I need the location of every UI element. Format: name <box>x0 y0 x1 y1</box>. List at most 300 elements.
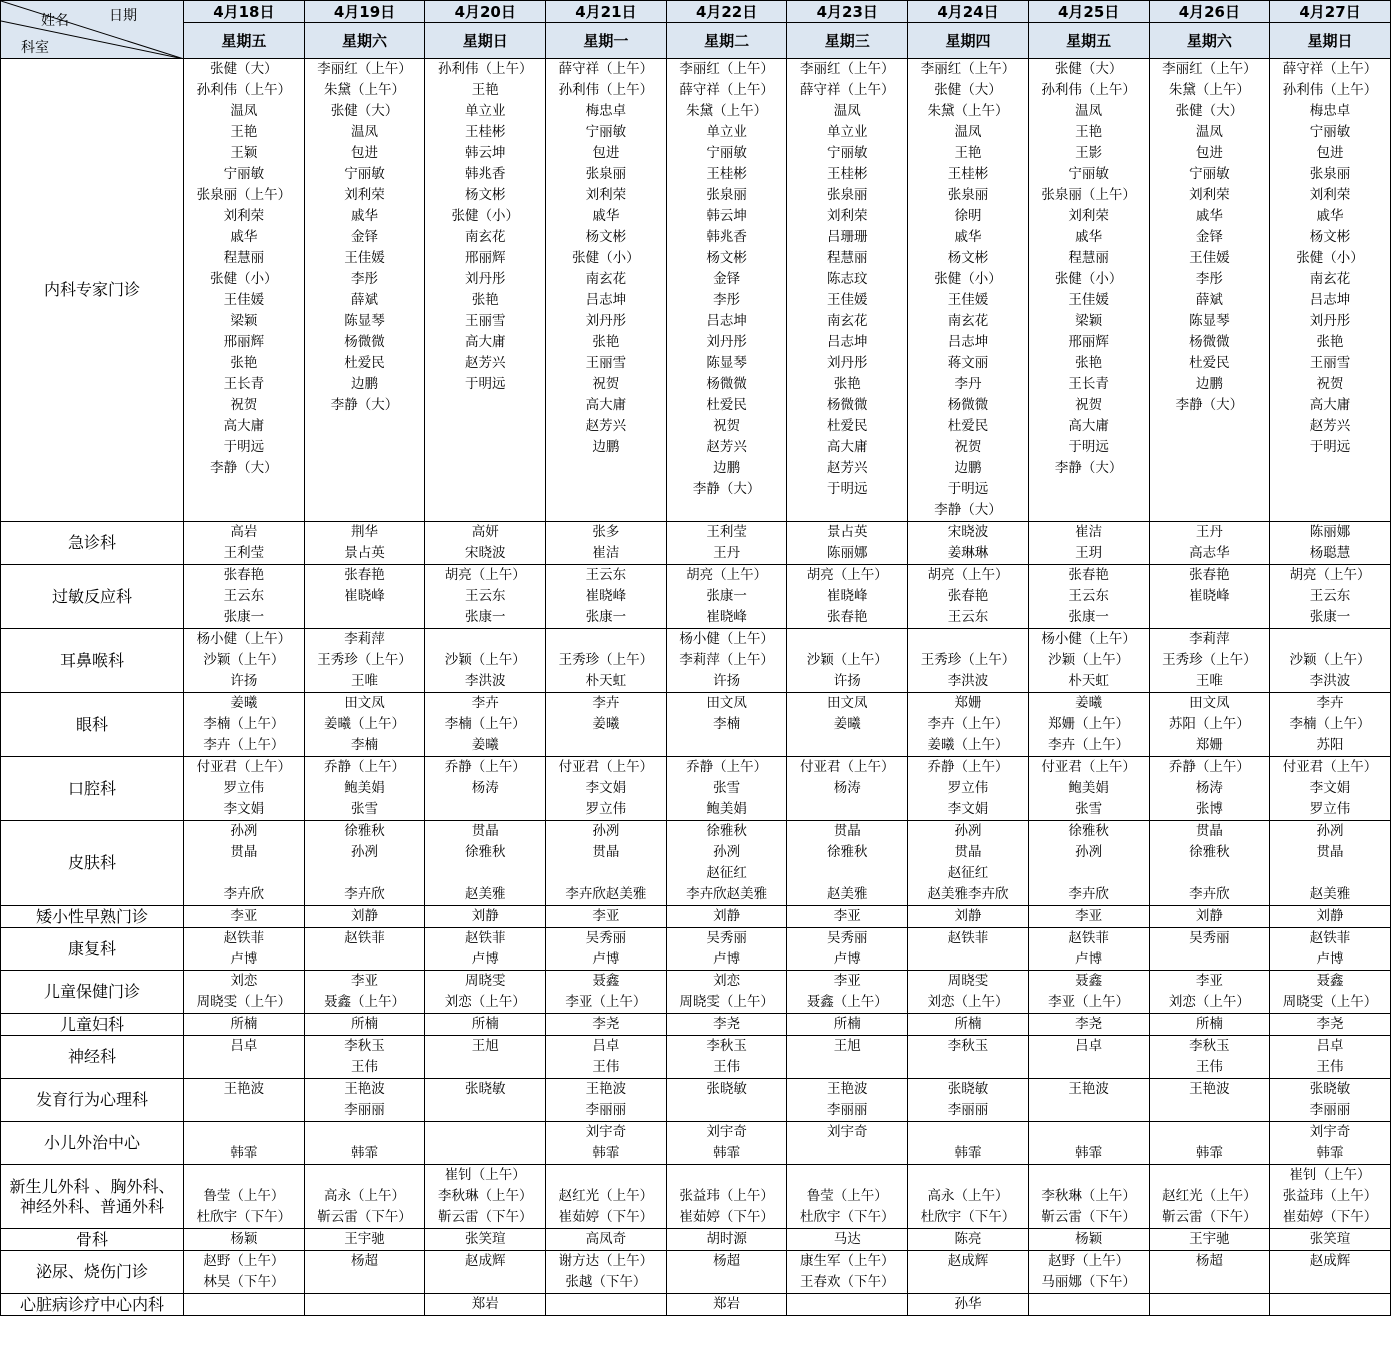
doctor-cell <box>546 500 667 522</box>
doctor-cell: 王佳媛 <box>1028 290 1149 311</box>
doctor-cell <box>666 1100 787 1122</box>
weekday-header: 星期六 <box>304 23 425 59</box>
doctor-cell: 刘丹彤 <box>1270 311 1391 332</box>
doctor-cell: 包进 <box>1270 143 1391 164</box>
doctor-cell: 王利莹 <box>184 543 305 565</box>
doctor-cell: 陈显琴 <box>666 353 787 374</box>
doctor-cell: 刘丹彤 <box>666 332 787 353</box>
date-header: 4月23日 <box>787 1 908 23</box>
doctor-cell: 李尧 <box>666 1014 787 1036</box>
doctor-cell: 王云东 <box>425 586 546 607</box>
doctor-cell: 张康一 <box>184 607 305 629</box>
doctor-cell: 韩霏 <box>666 1143 787 1165</box>
doctor-cell <box>1270 1272 1391 1294</box>
doctor-cell: 孙利伟（上午） <box>1270 80 1391 101</box>
doctor-cell: 王云东 <box>546 565 667 587</box>
doctor-cell: 戚华 <box>908 227 1029 248</box>
department-name: 矮小性早熟门诊 <box>1 906 184 928</box>
date-header: 4月20日 <box>425 1 546 23</box>
doctor-cell: 韩霏 <box>184 1143 305 1165</box>
doctor-cell: 王佳媛 <box>787 290 908 311</box>
doctor-cell: 靳云雷（下午） <box>425 1207 546 1229</box>
doctor-cell: 张笑瑄 <box>425 1229 546 1251</box>
schedule-row <box>1 821 1391 843</box>
doctor-cell <box>546 479 667 500</box>
doctor-cell: 崔洁 <box>546 543 667 565</box>
doctor-cell: 戚华 <box>1270 206 1391 227</box>
doctor-cell: 王云东 <box>1270 586 1391 607</box>
doctor-cell: 韩霏 <box>908 1143 1029 1165</box>
doctor-cell: 周晓雯 <box>425 971 546 993</box>
doctor-cell: 宋晓波 <box>425 543 546 565</box>
doctor-cell: 杜欣宇（下午） <box>184 1207 305 1229</box>
doctor-cell: 聂鑫（上午） <box>787 992 908 1014</box>
doctor-cell: 刘利荣 <box>1270 185 1391 206</box>
doctor-cell: 王佳媛 <box>1149 248 1270 269</box>
doctor-cell: 张健（大） <box>184 59 305 81</box>
doctor-cell: 赵成辉 <box>908 1251 1029 1273</box>
doctor-cell: 薛守祥（上午） <box>546 59 667 81</box>
doctor-cell: 赵美雅 <box>425 884 546 906</box>
doctor-cell: 张康一 <box>1028 607 1149 629</box>
doctor-cell: 李卉（上午） <box>184 735 305 757</box>
doctor-cell: 杨微微 <box>1149 332 1270 353</box>
doctor-cell: 沙颖（上午） <box>425 650 546 671</box>
schedule-row <box>1 1122 1391 1144</box>
doctor-cell: 杜爱民 <box>787 416 908 437</box>
doctor-cell: 边鹏 <box>304 374 425 395</box>
doctor-cell <box>184 863 305 884</box>
doctor-cell: 乔静（上午） <box>425 757 546 779</box>
doctor-cell: 李尧 <box>1028 1014 1149 1036</box>
doctor-cell <box>908 1057 1029 1079</box>
doctor-cell <box>666 500 787 522</box>
doctor-cell: 王艳波 <box>1149 1079 1270 1101</box>
doctor-cell <box>1149 437 1270 458</box>
doctor-cell: 李亚（上午） <box>1028 992 1149 1014</box>
doctor-cell: 靳云雷（下午） <box>1028 1207 1149 1229</box>
weekday-header: 星期三 <box>787 23 908 59</box>
doctor-cell: 韩兆香 <box>425 164 546 185</box>
doctor-cell <box>1149 949 1270 971</box>
doctor-cell <box>666 1272 787 1294</box>
doctor-cell: 李静（大） <box>184 458 305 479</box>
doctor-cell: 温凤 <box>787 101 908 122</box>
schedule-row <box>1 735 1391 757</box>
doctor-cell: 王艳波 <box>304 1079 425 1101</box>
doctor-cell <box>546 629 667 651</box>
doctor-cell: 李丽红（上午） <box>787 59 908 81</box>
schedule-row <box>1 1014 1391 1036</box>
doctor-cell: 李彤 <box>1149 269 1270 290</box>
doctor-cell: 李洪波 <box>908 671 1029 693</box>
doctor-cell <box>787 1294 908 1316</box>
schedule-row <box>1 332 1391 353</box>
doctor-cell: 许扬 <box>184 671 305 693</box>
doctor-cell: 王艳 <box>184 122 305 143</box>
doctor-cell <box>304 500 425 522</box>
doctor-cell: 田文凤 <box>1149 693 1270 715</box>
doctor-cell: 李静（大） <box>1149 395 1270 416</box>
doctor-cell: 王玥 <box>1028 543 1149 565</box>
schedule-row <box>1 1143 1391 1165</box>
schedule-row <box>1 1272 1391 1294</box>
doctor-cell: 崔钊（上午） <box>1270 1165 1391 1187</box>
doctor-cell: 田文凤 <box>787 693 908 715</box>
doctor-cell: 贯晶 <box>546 842 667 863</box>
doctor-cell: 李丹 <box>908 374 1029 395</box>
weekday-header: 星期五 <box>184 23 305 59</box>
doctor-cell: 杨文彬 <box>908 248 1029 269</box>
doctor-cell <box>304 863 425 884</box>
doctor-cell: 李丽丽 <box>546 1100 667 1122</box>
doctor-cell: 杜爱民 <box>908 416 1029 437</box>
doctor-cell: 吕志坤 <box>666 311 787 332</box>
doctor-cell: 孙冽 <box>184 821 305 843</box>
department-name: 心脏病诊疗中心内科 <box>1 1294 184 1316</box>
schedule-row <box>1 607 1391 629</box>
doctor-cell: 刘静 <box>666 906 787 928</box>
doctor-cell <box>1149 1100 1270 1122</box>
doctor-cell <box>1028 863 1149 884</box>
doctor-cell: 赵征红 <box>666 863 787 884</box>
doctor-cell: 孙冽 <box>304 842 425 863</box>
doctor-cell: 刘利荣 <box>1028 206 1149 227</box>
doctor-cell <box>425 1122 546 1144</box>
doctor-cell: 赵铁菲 <box>908 928 1029 950</box>
doctor-cell: 孙利伟（上午） <box>425 59 546 81</box>
doctor-cell: 孙利伟（上午） <box>1028 80 1149 101</box>
doctor-cell: 韩云坤 <box>425 143 546 164</box>
doctor-cell <box>425 799 546 821</box>
doctor-cell: 赵铁菲 <box>1028 928 1149 950</box>
doctor-cell <box>304 437 425 458</box>
doctor-cell: 张健（大） <box>1028 59 1149 81</box>
doctor-cell: 刘宇奇 <box>666 1122 787 1144</box>
doctor-cell: 李丽红（上午） <box>908 59 1029 81</box>
doctor-cell: 李亚 <box>184 906 305 928</box>
doctor-cell: 金铎 <box>304 227 425 248</box>
doctor-cell: 张博 <box>1149 799 1270 821</box>
doctor-cell: 杜爱民 <box>1149 353 1270 374</box>
doctor-cell: 崔茹婷（下午） <box>1270 1207 1391 1229</box>
doctor-cell: 吕志坤 <box>1270 290 1391 311</box>
doctor-cell <box>184 1100 305 1122</box>
doctor-cell: 杨颖 <box>184 1229 305 1251</box>
doctor-cell <box>304 1165 425 1187</box>
schedule-row <box>1 757 1391 779</box>
doctor-cell: 卢博 <box>666 949 787 971</box>
doctor-cell: 付亚君（上午） <box>546 757 667 779</box>
doctor-cell: 王丹 <box>1149 522 1270 544</box>
schedule-row <box>1 1036 1391 1058</box>
doctor-cell: 刘宇奇 <box>546 1122 667 1144</box>
doctor-cell <box>908 1122 1029 1144</box>
doctor-cell: 所楠 <box>425 1014 546 1036</box>
schedule-row <box>1 143 1391 164</box>
schedule-row <box>1 714 1391 735</box>
doctor-cell: 南玄花 <box>425 227 546 248</box>
doctor-cell: 王艳波 <box>787 1079 908 1101</box>
doctor-cell: 边鹏 <box>546 437 667 458</box>
doctor-cell: 张春艳 <box>1028 565 1149 587</box>
doctor-cell: 戚华 <box>304 206 425 227</box>
doctor-cell: 李楠 <box>666 714 787 735</box>
department-name: 皮肤科 <box>1 821 184 906</box>
doctor-cell: 宁丽敏 <box>787 143 908 164</box>
doctor-cell <box>1028 500 1149 522</box>
doctor-cell: 孙冽 <box>546 821 667 843</box>
doctor-cell <box>425 416 546 437</box>
doctor-cell: 赵铁菲 <box>1270 928 1391 950</box>
doctor-cell: 王艳 <box>425 80 546 101</box>
doctor-cell: 张健（小） <box>1028 269 1149 290</box>
doctor-cell: 朱黛（上午） <box>666 101 787 122</box>
doctor-cell <box>1149 479 1270 500</box>
doctor-cell <box>908 629 1029 651</box>
doctor-cell: 张艳 <box>1270 332 1391 353</box>
date-header: 4月24日 <box>908 1 1029 23</box>
doctor-cell: 李卉欣 <box>304 884 425 906</box>
schedule-header <box>1 1 1391 59</box>
doctor-cell <box>425 500 546 522</box>
schedule-row <box>1 1165 1391 1187</box>
doctor-cell: 薛守祥（上午） <box>666 80 787 101</box>
doctor-cell: 王伟 <box>546 1057 667 1079</box>
weekday-header: 星期一 <box>546 23 667 59</box>
doctor-cell: 宁丽敏 <box>1270 122 1391 143</box>
doctor-cell: 鲍美娟 <box>666 799 787 821</box>
schedule-row <box>1 500 1391 522</box>
doctor-cell: 程慧丽 <box>1028 248 1149 269</box>
doctor-cell: 付亚君（上午） <box>1270 757 1391 779</box>
doctor-cell: 杨文彬 <box>546 227 667 248</box>
doctor-cell <box>184 1122 305 1144</box>
doctor-cell <box>425 1100 546 1122</box>
doctor-cell: 沙颖（上午） <box>184 650 305 671</box>
doctor-cell: 李亚 <box>546 906 667 928</box>
department-name: 过敏反应科 <box>1 565 184 629</box>
schedule-row <box>1 693 1391 715</box>
doctor-cell: 赵美雅李卉欣 <box>908 884 1029 906</box>
doctor-cell: 景占英 <box>787 522 908 544</box>
doctor-cell: 杨超 <box>666 1251 787 1273</box>
date-header: 4月19日 <box>304 1 425 23</box>
doctor-cell: 李卉 <box>1270 693 1391 715</box>
doctor-cell: 刘利荣 <box>304 185 425 206</box>
doctor-cell: 杨微微 <box>304 332 425 353</box>
department-name: 康复科 <box>1 928 184 971</box>
doctor-cell: 张益玮（上午） <box>666 1186 787 1207</box>
schedule-row <box>1 269 1391 290</box>
weekday-header: 星期六 <box>1149 23 1270 59</box>
doctor-cell: 朱黛（上午） <box>1149 80 1270 101</box>
doctor-cell <box>787 1057 908 1079</box>
doctor-cell: 邢丽辉 <box>184 332 305 353</box>
doctor-cell: 王云东 <box>908 607 1029 629</box>
corner-header-cell <box>1 1 184 59</box>
schedule-row <box>1 227 1391 248</box>
doctor-cell: 包进 <box>304 143 425 164</box>
doctor-cell: 刘静 <box>908 906 1029 928</box>
doctor-cell <box>304 1272 425 1294</box>
date-header: 4月26日 <box>1149 1 1270 23</box>
doctor-cell: 李文娟 <box>546 778 667 799</box>
doctor-cell: 刘恋（上午） <box>1149 992 1270 1014</box>
doctor-cell <box>1149 458 1270 479</box>
doctor-cell: 王丽雪 <box>546 353 667 374</box>
doctor-cell: 李卉（上午） <box>1028 735 1149 757</box>
doctor-cell <box>425 395 546 416</box>
doctor-cell: 高大庸 <box>787 437 908 458</box>
doctor-cell: 边鹏 <box>908 458 1029 479</box>
doctor-cell: 李秋玉 <box>666 1036 787 1058</box>
doctor-cell <box>1028 1165 1149 1187</box>
doctor-cell: 刘恋（上午） <box>425 992 546 1014</box>
doctor-cell: 王桂彬 <box>666 164 787 185</box>
doctor-cell: 赵成辉 <box>1270 1251 1391 1273</box>
doctor-cell: 李秋玉 <box>908 1036 1029 1058</box>
schedule-row <box>1 842 1391 863</box>
doctor-cell <box>425 863 546 884</box>
doctor-cell: 王秀珍（上午） <box>908 650 1029 671</box>
doctor-cell: 朴天虹 <box>1028 671 1149 693</box>
doctor-cell: 赵铁菲 <box>304 928 425 950</box>
doctor-cell: 杨微微 <box>908 395 1029 416</box>
doctor-cell: 宁丽敏 <box>304 164 425 185</box>
doctor-cell: 许扬 <box>787 671 908 693</box>
doctor-cell: 程慧丽 <box>184 248 305 269</box>
doctor-cell: 崔晓峰 <box>787 586 908 607</box>
doctor-cell: 张泉丽 <box>787 185 908 206</box>
doctor-cell: 梁颖 <box>184 311 305 332</box>
doctor-cell: 田文凤 <box>666 693 787 715</box>
schedule-row <box>1 353 1391 374</box>
doctor-cell: 姜曦 <box>1028 693 1149 715</box>
doctor-cell <box>546 1294 667 1316</box>
doctor-cell: 徐明 <box>908 206 1029 227</box>
doctor-cell <box>1270 479 1391 500</box>
doctor-cell: 李莉萍（上午） <box>666 650 787 671</box>
doctor-cell: 李文娟 <box>184 799 305 821</box>
doctor-cell: 张艳 <box>425 290 546 311</box>
schedule-row <box>1 248 1391 269</box>
doctor-cell <box>1149 1294 1270 1316</box>
weekday-header: 星期日 <box>425 23 546 59</box>
doctor-cell: 薛守祥（上午） <box>1270 59 1391 81</box>
date-header: 4月25日 <box>1028 1 1149 23</box>
schedule-body <box>1 59 1391 1316</box>
doctor-cell: 杨超 <box>304 1251 425 1273</box>
doctor-cell: 胡亮（上午） <box>425 565 546 587</box>
doctor-cell: 刘静 <box>1270 906 1391 928</box>
doctor-cell: 张晓敏 <box>908 1079 1029 1101</box>
doctor-cell <box>546 863 667 884</box>
doctor-cell: 王桂彬 <box>908 164 1029 185</box>
doctor-cell: 罗立伟 <box>184 778 305 799</box>
doctor-cell: 祝贺 <box>546 374 667 395</box>
doctor-cell: 赵芳兴 <box>546 416 667 437</box>
doctor-cell: 贯晶 <box>787 821 908 843</box>
doctor-cell: 赵野（上午） <box>1028 1251 1149 1273</box>
doctor-cell: 金铎 <box>1149 227 1270 248</box>
doctor-cell: 李莉萍 <box>1149 629 1270 651</box>
doctor-cell: 王旭 <box>787 1036 908 1058</box>
doctor-cell: 朱黛（上午） <box>304 80 425 101</box>
doctor-cell: 赵美雅 <box>1270 884 1391 906</box>
doctor-cell <box>304 607 425 629</box>
doctor-cell <box>425 1057 546 1079</box>
doctor-cell: 李亚 <box>1149 971 1270 993</box>
schedule-row <box>1 122 1391 143</box>
doctor-cell: 卢博 <box>787 949 908 971</box>
doctor-cell: 宁丽敏 <box>184 164 305 185</box>
doctor-cell: 吕珊珊 <box>787 227 908 248</box>
doctor-cell: 景占英 <box>304 543 425 565</box>
doctor-cell: 乔静（上午） <box>908 757 1029 779</box>
doctor-cell: 王云东 <box>1028 586 1149 607</box>
schedule-row <box>1 437 1391 458</box>
doctor-cell: 温凤 <box>184 101 305 122</box>
doctor-cell: 徐雅秋 <box>1028 821 1149 843</box>
doctor-cell <box>1149 607 1270 629</box>
department-name: 骨科 <box>1 1229 184 1251</box>
doctor-cell: 赵美雅 <box>787 884 908 906</box>
doctor-cell: 祝贺 <box>1028 395 1149 416</box>
doctor-cell: 赵野（上午） <box>184 1251 305 1273</box>
doctor-cell: 王秀珍（上午） <box>546 650 667 671</box>
schedule-row <box>1 59 1391 81</box>
schedule-row <box>1 565 1391 587</box>
doctor-cell: 康生军（上午） <box>787 1251 908 1273</box>
doctor-cell: 王利莹 <box>666 522 787 544</box>
doctor-cell: 梁颖 <box>1028 311 1149 332</box>
doctor-cell: 吕卓 <box>546 1036 667 1058</box>
doctor-cell: 戚华 <box>546 206 667 227</box>
doctor-cell: 张泉丽 <box>666 185 787 206</box>
doctor-cell: 金铎 <box>666 269 787 290</box>
doctor-cell: 赵芳兴 <box>1270 416 1391 437</box>
doctor-cell: 姜琳琳 <box>908 543 1029 565</box>
doctor-cell <box>787 735 908 757</box>
doctor-cell: 马达 <box>787 1229 908 1251</box>
doctor-cell: 王艳 <box>1028 122 1149 143</box>
doctor-cell <box>1149 416 1270 437</box>
doctor-cell: 王丽雪 <box>425 311 546 332</box>
doctor-cell: 崔晓峰 <box>666 607 787 629</box>
doctor-cell: 南玄花 <box>1270 269 1391 290</box>
department-name: 发育行为心理科 <box>1 1079 184 1122</box>
doctor-cell: 王唯 <box>304 671 425 693</box>
doctor-cell: 徐雅秋 <box>1149 842 1270 863</box>
doctor-cell: 张雪 <box>666 778 787 799</box>
doctor-cell: 李静（大） <box>666 479 787 500</box>
doctor-cell: 温凤 <box>1149 122 1270 143</box>
schedule-row <box>1 290 1391 311</box>
doctor-cell: 王佳媛 <box>304 248 425 269</box>
doctor-cell: 李文娟 <box>1270 778 1391 799</box>
doctor-cell: 朴天虹 <box>546 671 667 693</box>
doctor-cell: 马丽娜（下午） <box>1028 1272 1149 1294</box>
doctor-cell: 胡亮（上午） <box>787 565 908 587</box>
doctor-cell: 于明远 <box>425 374 546 395</box>
doctor-cell: 李亚 <box>304 971 425 993</box>
doctor-cell <box>1270 458 1391 479</box>
doctor-cell: 杨聪慧 <box>1270 543 1391 565</box>
doctor-cell: 张春艳 <box>908 586 1029 607</box>
doctor-cell: 贯晶 <box>184 842 305 863</box>
doctor-cell: 李卉欣 <box>1028 884 1149 906</box>
